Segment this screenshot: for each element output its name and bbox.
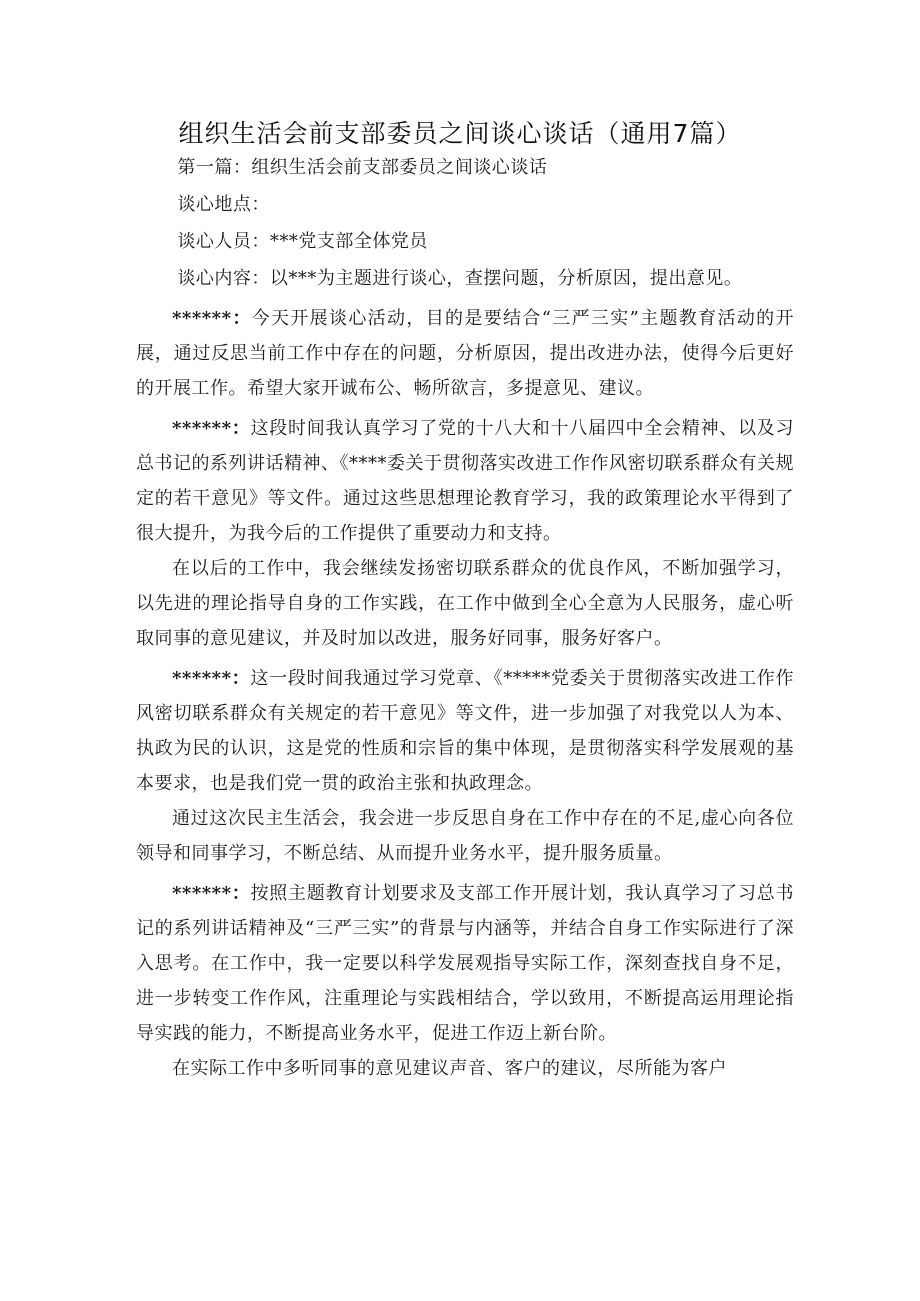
paragraph xyxy=(136,801,794,871)
paragraph-text: 这段时间我认真学习了党的十八大和十八届四中全会精神、以及习总书记的系列讲话精神、《****委关于贯彻落实改进工作作风密切联系群众有关规定的若干意见》等文件。通过这些思想理论教育学习，我的政策理论水平得到了很大提升，为我今后的工作提供了重要动力和支持。 xyxy=(136,418,794,544)
participants: 谈心人员：***党支部全体党员 xyxy=(177,231,428,252)
paragraph xyxy=(136,411,794,551)
content-line: 谈心内容：以***为主题进行谈心，查摆问题，分析原因，提出意见。 xyxy=(177,268,743,289)
paragraph-text: 这一段时间我通过学习党章、《*****党委关于贯彻落实改进工作作风密切联系群众有关规定的若干意见》等文件，进一步加强了对我党以人为本、执政为民的认识，这是党的性质和宗旨的集中体现，是贯彻落实科学发展观的基本要求，也是我们党一贯的政治主张和执政理念。 xyxy=(136,668,795,794)
section-heading: 第一篇：组织生活会前支部委员之间谈心谈话 xyxy=(177,157,548,178)
speaker-label: ******： xyxy=(172,418,251,439)
paragraph-text: 在实际工作中多听同事的意见建议声音、客户的建议，尽所能为客户 xyxy=(172,1058,727,1079)
paragraph xyxy=(136,301,794,406)
paragraph-text: 通过这次民主生活会，我会进一步反思自身在工作中存在的不足,虚心向各位领导和同事学习，不断总结、从而提升业务水平，提升服务质量。 xyxy=(136,808,794,864)
speaker-label: ******： xyxy=(172,668,251,689)
speaker-label: ******： xyxy=(172,883,251,904)
speaker-label: ******： xyxy=(172,308,252,329)
paragraph-text: 按照主题教育计划要求及支部工作开展计划，我认真学习了习总书记的系列讲话精神及“三严三实”的背景与内涵等，并结合自身工作实际进行了深入思考。在工作中，我一定要以科学发展观指导实际工作，深刻查找自身不足，进一步转变工作作风，注重理论与实践相结合，学以致用，不断提高运用理论指导实践的能力，不断提高业务水平，促进工作迈上新台阶。 xyxy=(136,883,794,1044)
paragraph xyxy=(136,551,794,656)
meeting-place: 谈心地点： xyxy=(177,194,270,215)
paragraph xyxy=(136,876,794,1051)
document-body xyxy=(136,150,794,1086)
document-title: 组织生活会前支部委员之间谈心谈话（通用7篇） xyxy=(178,119,742,148)
paragraph xyxy=(136,1051,794,1086)
paragraph-text: 今天开展谈心活动，目的是要结合“三严三实”主题教育活动的开展，通过反思当前工作中存在的问题，分析原因，提出改进办法，使得今后更好的开展工作。希望大家开诚布公、畅所欲言，多提意见、建议。 xyxy=(136,308,794,399)
paragraph-text: 在以后的工作中，我会继续发扬密切联系群众的优良作风，不断加强学习，以先进的理论指导自身的工作实践，在工作中做到全心全意为人民服务，虚心听取同事的意见建议，并及时加以改进，服务好同事，服务好客户。 xyxy=(136,558,794,649)
paragraph xyxy=(136,661,794,801)
